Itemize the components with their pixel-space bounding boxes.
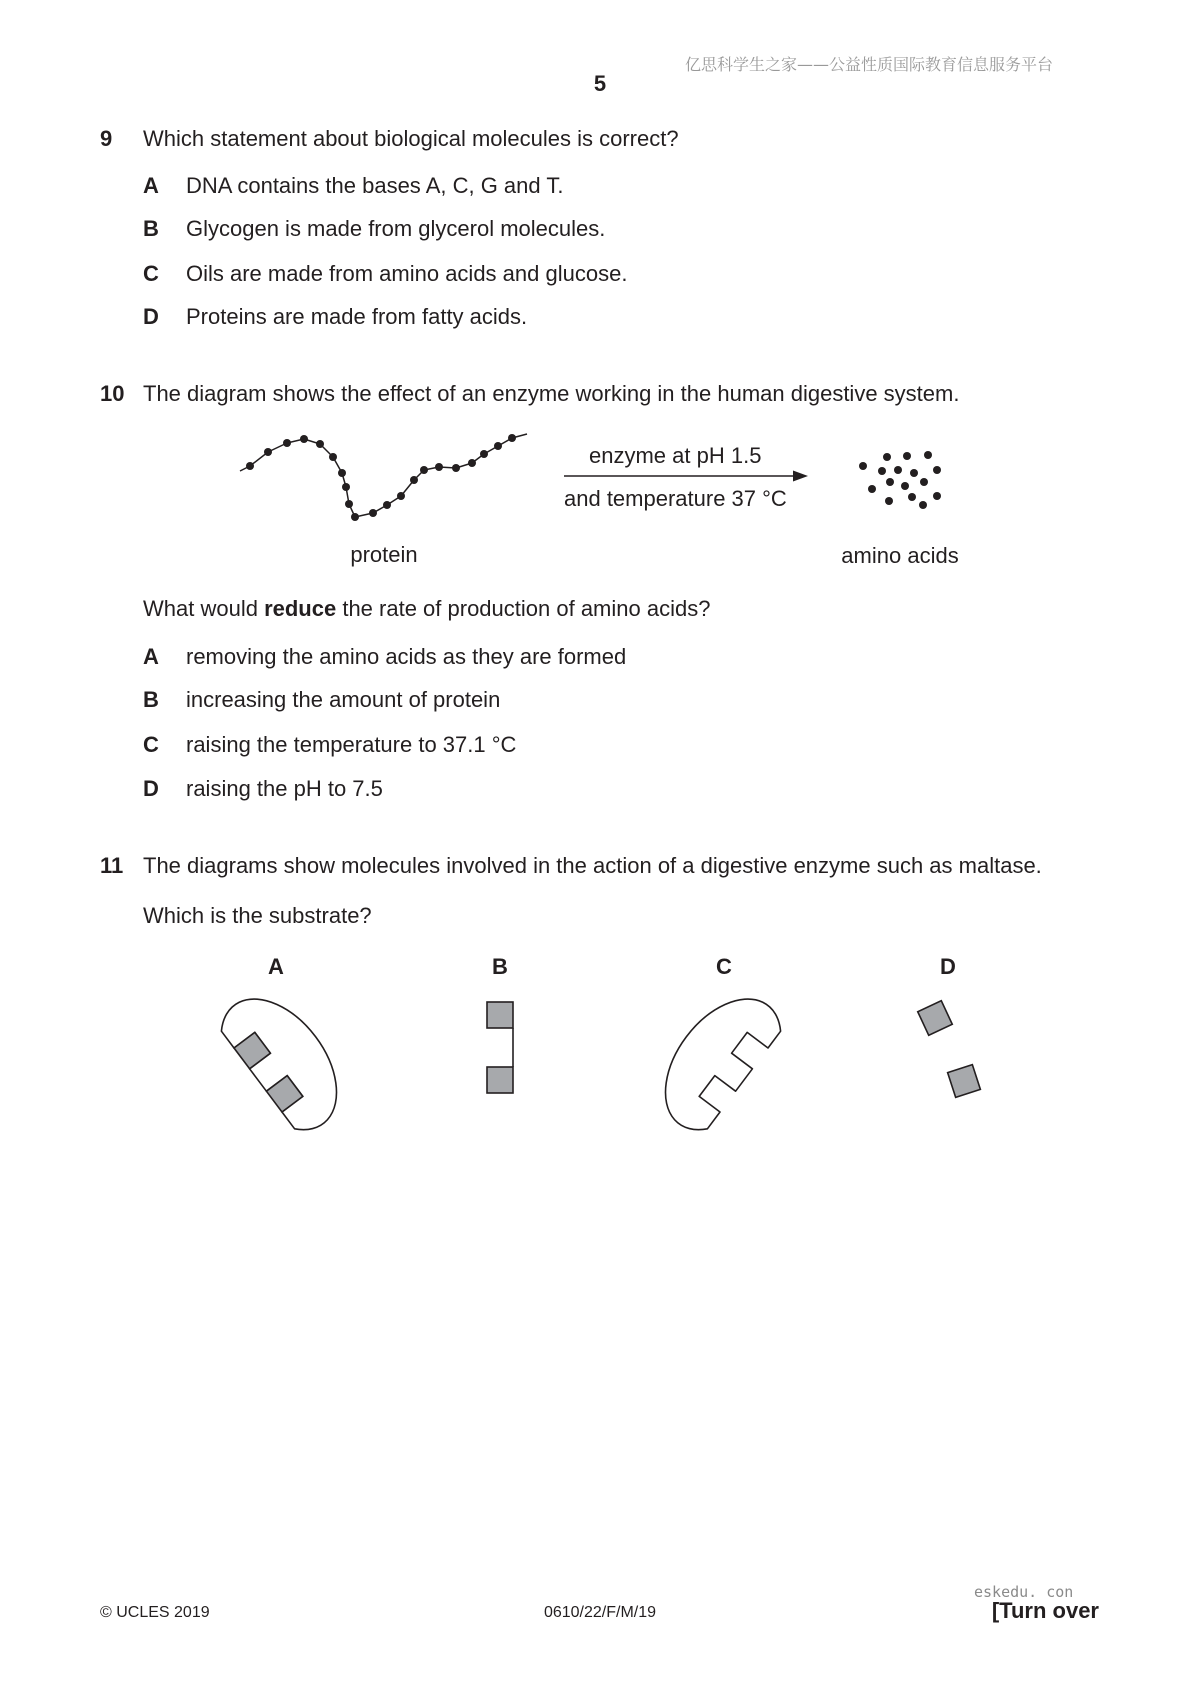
amino-acid-dot bbox=[868, 485, 876, 493]
option-letter: C bbox=[143, 732, 159, 757]
option-text: raising the pH to 7.5 bbox=[186, 776, 383, 801]
option-text: removing the amino acids as they are formed bbox=[186, 644, 627, 669]
footer-watermark: eskedu. con bbox=[974, 1583, 1074, 1601]
molecule-unit bbox=[487, 1067, 513, 1093]
option-letter: D bbox=[143, 304, 159, 329]
amino-acid-dot bbox=[901, 482, 909, 490]
question-9-option-d bbox=[143, 304, 527, 330]
protein-bead bbox=[329, 453, 337, 461]
molecule-unit bbox=[918, 1001, 953, 1036]
amino-acid-dot bbox=[894, 466, 902, 474]
prompt-text: the rate of production of amino acids? bbox=[336, 596, 711, 621]
question-9-option-c bbox=[143, 261, 627, 287]
question-11-number: 11 bbox=[100, 853, 124, 878]
option-text: DNA contains the bases A, C, G and T. bbox=[186, 173, 564, 198]
prompt-text: What would bbox=[143, 596, 265, 621]
option-text: raising the temperature to 37.1 °C bbox=[186, 732, 517, 757]
enzyme-outline bbox=[642, 978, 788, 1140]
amino-acid-dot bbox=[910, 469, 918, 477]
question-10-option-b bbox=[143, 687, 500, 713]
diagram-label-b: B bbox=[492, 954, 508, 979]
diagram-b-joined-units bbox=[487, 1002, 513, 1093]
amino-acid-dot bbox=[933, 466, 941, 474]
molecule-unit bbox=[948, 1065, 981, 1098]
option-letter: B bbox=[143, 687, 159, 712]
amino-acid-dot bbox=[919, 501, 927, 509]
molecule-diagrams bbox=[200, 990, 1000, 1140]
protein-bead bbox=[452, 464, 460, 472]
amino-acid-dot bbox=[908, 493, 916, 501]
question-10-number: 10 bbox=[100, 381, 125, 406]
amino-acid-dot bbox=[859, 462, 867, 470]
question-11-stem: The diagrams show molecules involved in the action of a digestive enzyme such as maltase. bbox=[143, 853, 1042, 878]
option-text: increasing the amount of protein bbox=[186, 687, 501, 712]
protein-bead bbox=[468, 459, 476, 467]
amino-acid-dot bbox=[878, 467, 886, 475]
substrate-unit bbox=[266, 1076, 302, 1112]
diagram-label-d: D bbox=[940, 954, 956, 979]
diagram-a-enzyme-substrate-complex bbox=[214, 978, 360, 1140]
protein-bead bbox=[246, 462, 254, 470]
amino-acid-dot bbox=[885, 497, 893, 505]
amino-acid-dot bbox=[886, 478, 894, 486]
option-text: Glycogen is made from glycerol molecules. bbox=[186, 216, 606, 241]
protein-bead bbox=[420, 466, 428, 474]
question-9-stem: Which statement about biological molecules is correct? bbox=[143, 126, 679, 151]
copyright: © UCLES 2019 bbox=[100, 1604, 210, 1621]
amino-acids-label: amino acids bbox=[841, 543, 959, 568]
diagram-d-separate-units bbox=[918, 1001, 981, 1098]
option-letter: D bbox=[143, 776, 159, 801]
option-letter: A bbox=[143, 644, 159, 669]
question-10-option-a bbox=[143, 644, 626, 670]
question-9-option-b bbox=[143, 216, 605, 242]
protein-bead bbox=[316, 440, 324, 448]
protein-label: protein bbox=[350, 542, 418, 567]
protein-bead bbox=[480, 450, 488, 458]
question-10-option-c bbox=[143, 732, 516, 758]
protein-bead bbox=[345, 500, 353, 508]
protein-bead bbox=[300, 435, 308, 443]
option-letter: B bbox=[143, 216, 159, 241]
substrate-unit bbox=[234, 1032, 270, 1068]
question-11-prompt: Which is the substrate? bbox=[143, 903, 372, 928]
prompt-emphasis: reduce bbox=[264, 596, 337, 621]
amino-acid-cluster bbox=[859, 451, 941, 509]
option-text: Oils are made from amino acids and glucose. bbox=[186, 261, 628, 286]
amino-acid-dot bbox=[920, 478, 928, 486]
question-9-option-a bbox=[143, 173, 563, 199]
option-letter: A bbox=[143, 173, 159, 198]
protein-bead bbox=[338, 469, 346, 477]
protein-bead bbox=[397, 492, 405, 500]
protein-bead bbox=[383, 501, 391, 509]
arrow-condition-bottom: and temperature 37 °C bbox=[564, 486, 787, 511]
page-number: 5 bbox=[593, 71, 607, 96]
reaction-arrow-head bbox=[793, 471, 808, 482]
protein-bead bbox=[342, 483, 350, 491]
enzyme-outline bbox=[214, 978, 360, 1140]
question-10-option-d bbox=[143, 776, 383, 802]
protein-bead bbox=[494, 442, 502, 450]
diagram-label-c: C bbox=[716, 954, 732, 979]
question-9-number: 9 bbox=[100, 126, 113, 151]
question-10-stem: The diagram shows the effect of an enzyme working in the human digestive system. bbox=[143, 381, 960, 406]
arrow-condition-top: enzyme at pH 1.5 bbox=[589, 443, 762, 468]
protein-bead bbox=[264, 448, 272, 456]
protein-bead bbox=[283, 439, 291, 447]
molecule-unit bbox=[487, 1002, 513, 1028]
diagram-c-enzyme bbox=[642, 978, 788, 1140]
header-watermark: 亿思科学生之家——公益性质国际教育信息服务平台 bbox=[684, 55, 1053, 74]
amino-acid-dot bbox=[883, 453, 891, 461]
protein-bead bbox=[410, 476, 418, 484]
question-10-prompt bbox=[143, 596, 710, 622]
option-letter: C bbox=[143, 261, 159, 286]
paper-code: 0610/22/F/M/19 bbox=[543, 1604, 657, 1621]
amino-acid-dot bbox=[903, 452, 911, 460]
amino-acid-dot bbox=[924, 451, 932, 459]
protein-bead bbox=[351, 513, 359, 521]
protein-bead bbox=[508, 434, 516, 442]
protein-bead bbox=[369, 509, 377, 517]
turn-over: [Turn over bbox=[991, 1598, 1099, 1623]
protein-bead bbox=[435, 463, 443, 471]
amino-acid-dot bbox=[933, 492, 941, 500]
option-text: Proteins are made from fatty acids. bbox=[186, 304, 528, 329]
diagram-label-a: A bbox=[268, 954, 284, 979]
